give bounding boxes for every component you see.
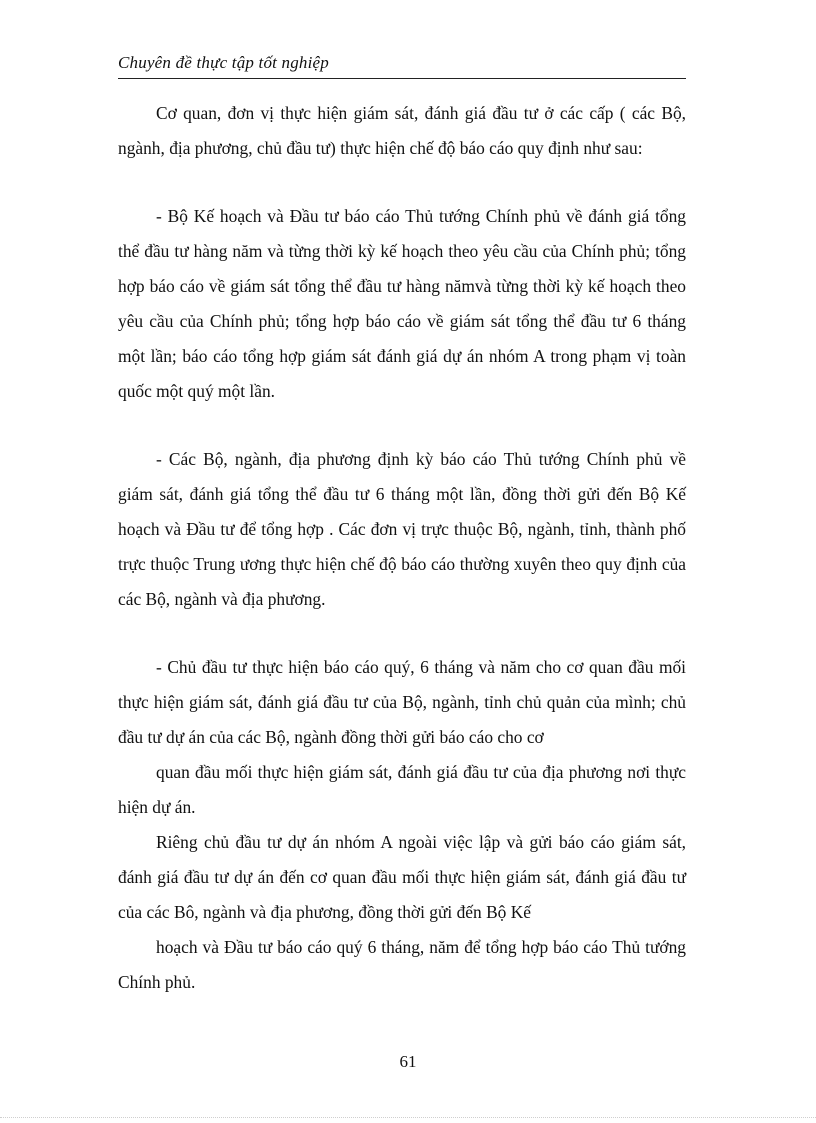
body-text [118,96,686,1000]
paragraph-group-a-continued: hoạch và Đầu tư báo cáo quý 6 tháng, năm để tổng hợp báo cáo Thủ tướng Chính phủ. [118,937,686,992]
paragraph-ministry-planning: - Bộ Kế hoạch và Đầu tư báo cáo Thủ tướng Chính phủ về đánh giá tổng thể đầu tư hàng năm và từng thời kỳ kế hoạch theo yêu cầu của Chính phủ; tổng hợp báo cáo về giám sát tổng thể đầu tư hàng nămvà từng thời kỳ kế hoạch theo yêu cầu của Chính phủ; tổng hợp báo cáo về giám sát tổng thể đầu tư 6 tháng một lần; báo cáo tổng hợp giám sát đánh giá dự án nhóm A trong phạm vị toàn quốc một quý một lần. [118,206,686,401]
paragraph-group-a: Riêng chủ đầu tư dự án nhóm A ngoài việc lập và gửi báo cáo giám sát, đánh giá đầu tư dự án đến cơ quan đầu mối thực hiện giám sát, đánh giá đầu tư của các Bô, ngành và địa phương, đồng thời gửi đến Bộ Kế [118,832,686,922]
paragraph-investors: - Chủ đầu tư thực hiện báo cáo quý, 6 tháng và năm cho cơ quan đầu mối thực hiện giám sát, đánh giá đầu tư của Bộ, ngành, tỉnh chủ quản của mình; chủ đầu tư dự án của các Bộ, ngành đồng thời gửi báo cáo cho cơ [118,657,686,747]
page-number: 61 [399,1052,417,1071]
paragraph-intro: Cơ quan, đơn vị thực hiện giám sát, đánh giá đầu tư ở các cấp ( các Bộ, ngành, địa phương, chủ đầu tư) thực hiện chế độ báo cáo quy định như sau: [118,103,686,158]
bottom-divider [0,1117,816,1118]
paragraph-investors-continued: quan đầu mối thực hiện giám sát, đánh giá đầu tư của địa phương nơi thực hiện dự án. [118,762,686,817]
header-title: Chuyên đề thực tập tốt nghiệp [118,53,330,72]
page-header [118,52,686,79]
paragraph-ministries-localities: - Các Bộ, ngành, địa phương định kỳ báo cáo Thủ tướng Chính phủ về giám sát, đánh giá tổng thể đầu tư 6 tháng một lần, đồng thời gửi đến Bộ Kế hoạch và Đầu tư để tổng hợp . Các đơn vị trực thuộc Bộ, ngành, tỉnh, thành phố trực thuộc Trung ương thực hiện chế độ báo cáo thường xuyên theo quy định của các Bộ, ngành và địa phương. [118,449,686,609]
